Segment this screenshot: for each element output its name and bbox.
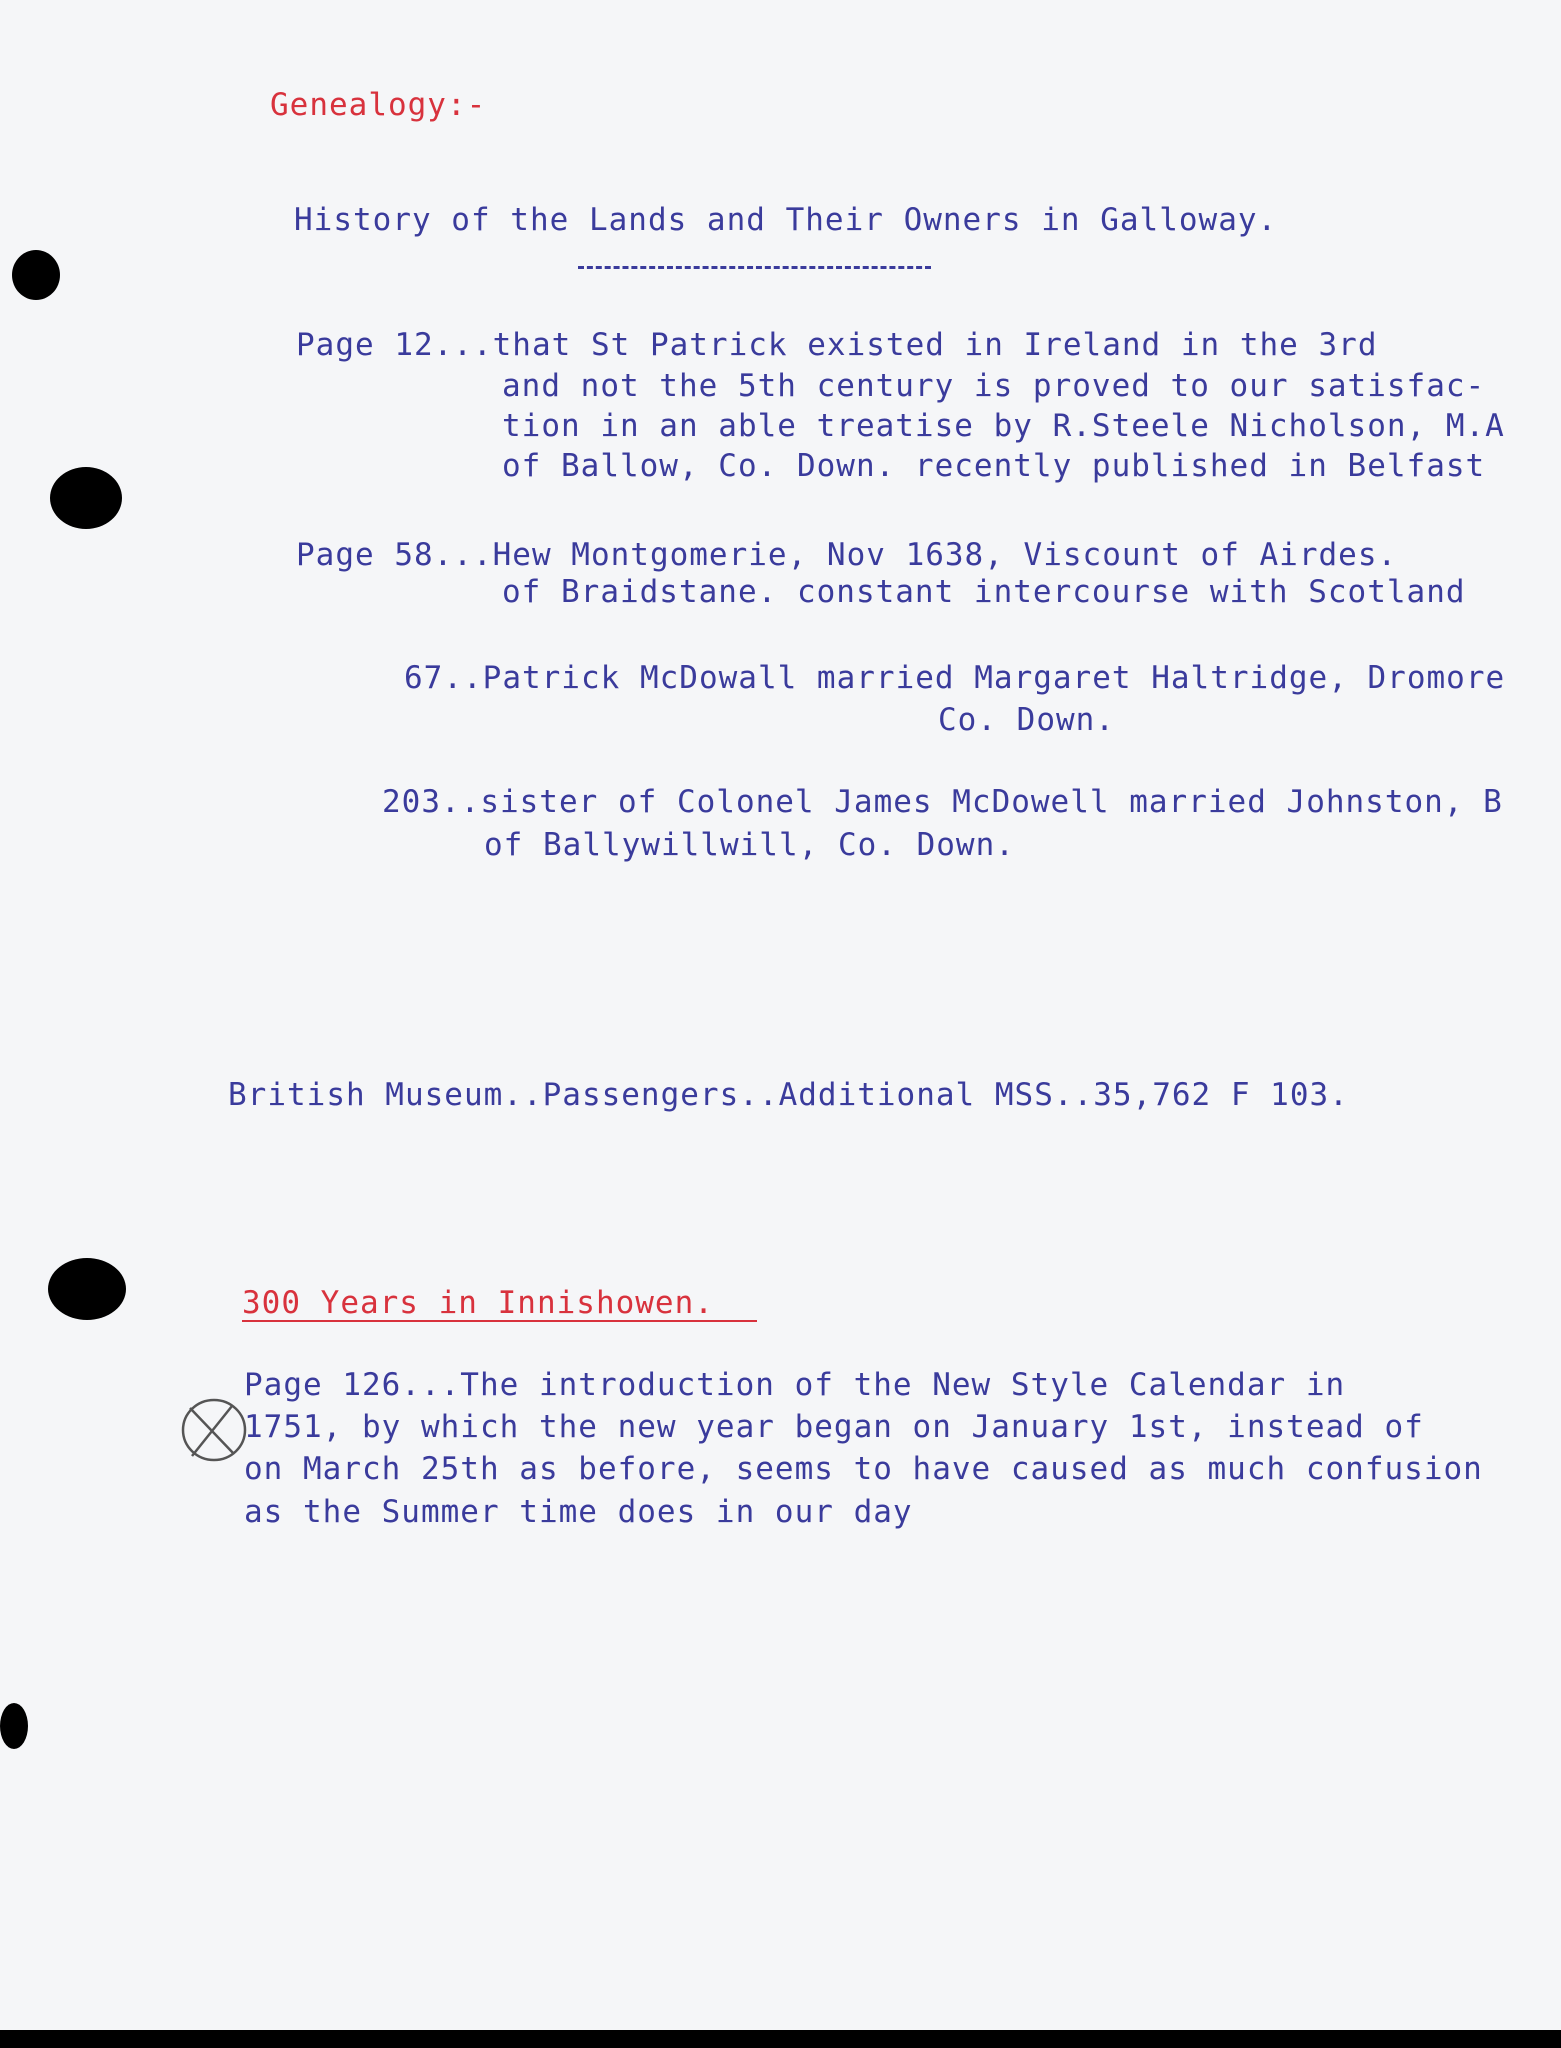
entry-line: on March 25th as before, seems to have caused as much confusion <box>244 1451 1483 1487</box>
section-title: History of the Lands and Their Owners in Galloway. <box>294 202 1278 238</box>
reference-line: British Museum..Passengers..Additional MSS..35,762 F 103. <box>228 1077 1349 1113</box>
punch-hole-icon <box>48 1258 126 1320</box>
punch-hole-icon <box>12 250 60 300</box>
entry-line: of Ballow, Co. Down. recently published in Belfast <box>502 448 1486 484</box>
section-title: 300 Years in Innishowen. <box>242 1285 714 1321</box>
entry-line: 67..Patrick McDowall married Margaret Haltridge, Dromore <box>404 660 1506 696</box>
entry-line: Co. Down. <box>938 702 1115 738</box>
title-underline <box>242 1320 757 1322</box>
entry-line: and not the 5th century is proved to our satisfac- <box>502 368 1486 404</box>
circled-x-mark-icon <box>174 1392 254 1472</box>
entry-line: of Braidstane. constant intercourse with Scotland <box>502 574 1466 610</box>
entry-line: Page 126...The introduction of the New Style Calendar in <box>244 1367 1346 1403</box>
entry-line: 203..sister of Colonel James McDowell married Johnston, B <box>382 784 1503 820</box>
page-heading: Genealogy:- <box>270 87 487 123</box>
entry-line: of Ballywillwill, Co. Down. <box>484 827 1015 863</box>
entry-line: as the Summer time does in our day <box>244 1494 913 1530</box>
title-underline <box>578 266 931 269</box>
entry-line: tion in an able treatise by R.Steele Nicholson, M.A <box>502 408 1505 444</box>
punch-hole-icon <box>50 467 122 529</box>
punch-hole-icon <box>0 1703 28 1749</box>
entry-line: Page 12...that St Patrick existed in Ireland in the 3rd <box>296 327 1378 363</box>
entry-line: Page 58...Hew Montgomerie, Nov 1638, Viscount of Airdes. <box>296 537 1398 573</box>
entry-line: 1751, by which the new year began on January 1st, instead of <box>244 1409 1424 1445</box>
